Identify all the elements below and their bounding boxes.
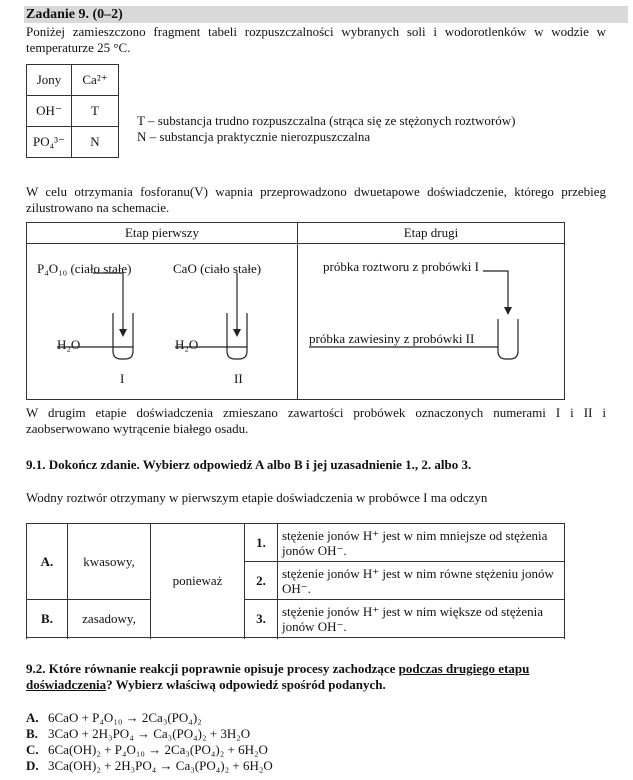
test-tube-3 <box>498 319 518 359</box>
arrow-head-3 <box>504 307 512 315</box>
reason-1-num[interactable]: 1. <box>245 524 278 562</box>
intro-text: Poniżej zamieszczono fragment tabeli rozpuszczalności wybranych soli i wodorotlenków w wodzie w temperaturze 25 °C. <box>26 24 606 55</box>
option-letter: B. <box>26 726 38 741</box>
experiment-scheme <box>26 222 565 400</box>
q92-title-part2: ? Wybierz właściwą odpowiedź spośród podanych. <box>106 677 386 692</box>
q92-title-part1: 9.2. Które równanie reakcji poprawnie opisuje procesy zachodzące <box>26 661 399 676</box>
option-equation: 6Ca(OH)₂ + P₄O₁₀ → 2Ca₃(PO₄)₂ + 6H₂O <box>48 742 268 757</box>
solubility-cell: T <box>72 96 119 127</box>
option-equation: 6CaO + P₄O₁₀ → 2Ca₃(PO₄)₂ <box>48 710 202 725</box>
stage2-header: Etap drugi <box>298 223 564 244</box>
ion-cell: OH⁻ <box>27 96 72 127</box>
stage1-header: Etap pierwszy <box>27 223 297 244</box>
option-a-letter[interactable]: A. <box>27 524 68 600</box>
tube1-solvent: H₂O <box>57 337 81 352</box>
arrow-head-1 <box>119 329 127 337</box>
q92-title-underlined: podczas drugiego etapu doświadczenia <box>26 661 530 692</box>
option-row[interactable] <box>26 726 273 742</box>
option-row[interactable] <box>26 758 273 774</box>
tube2-number: II <box>234 371 243 386</box>
question-9-1-title: 9.1. Dokończ zdanie. Wybierz odpowiedź A albo B i jej uzasadnienie 1., 2. albo 3. <box>26 457 472 472</box>
answer-table <box>26 523 565 638</box>
option-equation: 3CaO + 2H₃PO₄ → Ca₃(PO₄)₂ + 3H₂O <box>48 726 251 741</box>
option-letter: A. <box>26 710 39 725</box>
option-b-text[interactable]: zasadowy, <box>68 600 151 638</box>
reason-3-num[interactable]: 3. <box>245 600 278 638</box>
experiment-intro: W celu otrzymania fosforanu(V) wapnia przeprowadzono dwuetapowe doświadczenie, którego przebieg zilustrowano na schemacie. <box>26 184 606 215</box>
question-9-1-stem: Wodny roztwór otrzymany w pierwszym etapie doświadczenia w probówce I ma odczyn <box>26 490 488 505</box>
arrow-head-2 <box>233 329 241 337</box>
after-scheme-text: W drugim etapie doświadczenia zmieszano zawartości probówek oznaczonych numerami I i II i zaobserwowano wytrącenie białego osadu. <box>26 405 606 436</box>
header-cation: Ca²⁺ <box>72 65 119 96</box>
reason-3-text[interactable]: stężenie jonów H⁺ jest w nim większe od stężenia jonów OH⁻. <box>278 600 565 638</box>
scheme-drawing <box>27 223 566 401</box>
option-row[interactable] <box>26 742 273 758</box>
q92-options <box>26 710 273 774</box>
task-title: Zadanie 9. (0–2) <box>24 6 628 23</box>
arrow-line-3 <box>483 271 508 307</box>
arrow-line-1 <box>93 273 123 329</box>
option-equation: 3Ca(OH)₂ + 2H₃PO₄ → Ca₃(PO₄)₂ + 6H₂O <box>48 758 273 773</box>
tube2-solvent: H₂O <box>175 337 199 352</box>
option-b-letter[interactable]: B. <box>27 600 68 638</box>
ion-cell: PO₄³⁻ <box>27 127 72 158</box>
stage2-bottom-label: próbka zawiesiny z probówki II <box>309 331 475 346</box>
legend-t: T – substancja trudno rozpuszczalna (strąca się ze stężonych roztworów) <box>137 113 516 128</box>
reason-1-text[interactable]: stężenie jonów H⁺ jest w nim mniejsze od stężenia jonów OH⁻. <box>278 524 565 562</box>
reason-2-text[interactable]: stężenie jonów H⁺ jest w nim równe stężeniu jonów OH⁻. <box>278 562 565 600</box>
solubility-cell: N <box>72 127 119 158</box>
option-a-text[interactable]: kwasowy, <box>68 524 151 600</box>
reason-2-num[interactable]: 2. <box>245 562 278 600</box>
question-9-2-title <box>26 661 586 693</box>
option-row[interactable] <box>26 710 273 726</box>
tube2-reagent: CaO (ciało stałe) <box>173 261 262 276</box>
solubility-table <box>26 64 119 158</box>
stage2-top-label: próbka roztworu z probówki I <box>323 259 479 274</box>
header-ions: Jony <box>27 65 72 96</box>
option-letter: D. <box>26 758 39 773</box>
tube1-reagent: P₄O₁₀ (ciało stałe) <box>37 261 132 276</box>
tube1-number: I <box>120 371 125 386</box>
legend-n: N – substancja praktycznie nierozpuszczalna <box>137 129 371 144</box>
because-cell: ponieważ <box>151 524 245 638</box>
option-letter: C. <box>26 742 39 757</box>
